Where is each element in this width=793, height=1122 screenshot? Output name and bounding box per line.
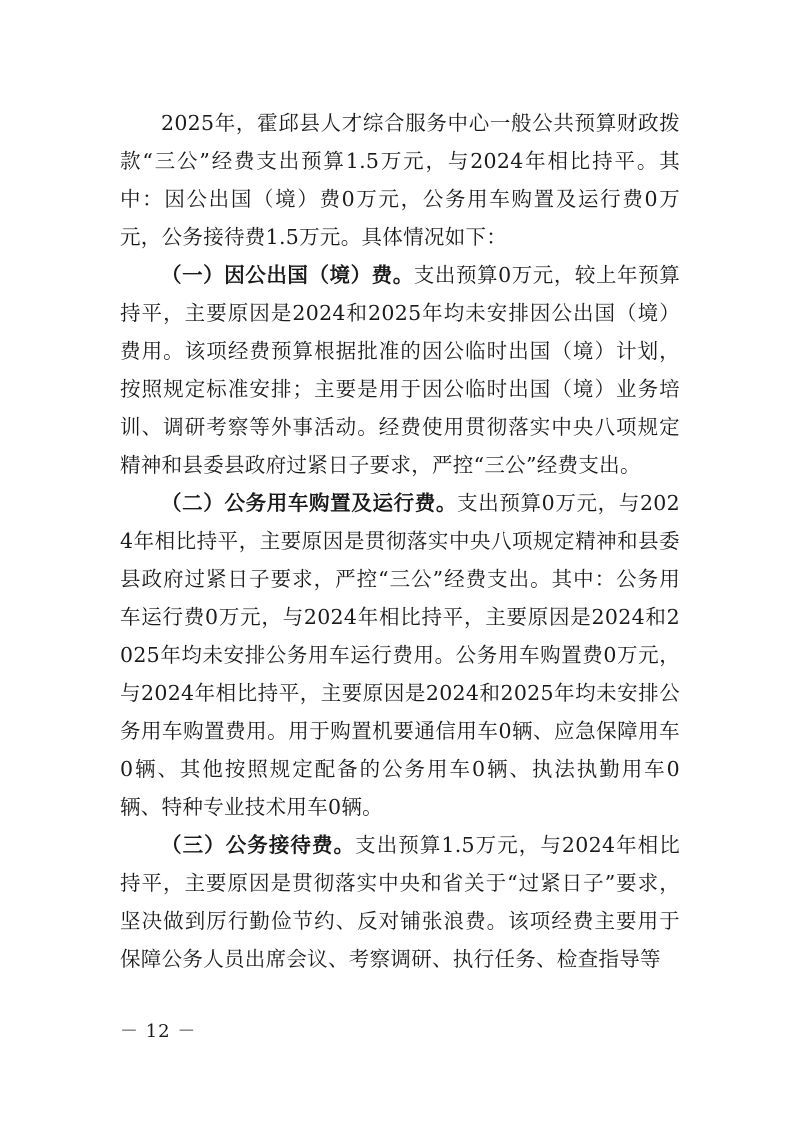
- paragraph-intro: [120, 104, 680, 256]
- paragraph-overseas-travel-text: 支出预算0万元，较上年预算持平，主要原因是2024和2025年均未安排因公出国（境）费用。该项经费预算根据批准的因公临时出国（境）计划，按照规定标准安排；主要是用于因公临时出国（境）业务培训、调研考察等外事活动。经费使用贯彻落实中央八项规定精神和县委县政府过紧日子要求，严控“三公”经费支出。: [120, 263, 680, 477]
- document-body: [120, 104, 680, 978]
- page-number: － 12 －: [120, 1021, 197, 1042]
- paragraph-official-vehicles: [120, 484, 680, 826]
- paragraph-official-vehicles-text: 支出预算0万元，与2024年相比持平，主要原因是贯彻落实中央八项规定精神和县委县政府过紧日子要求，严控“三公”经费支出。其中：公务用车运行费0万元，与2024年相比持平，主要原因是2024和2025年均未安排公务用车运行费用。公务用车购置费0万元，与2024年相比持平，主要原因是2024和2025年均未安排公务用车购置费用。用于购置机要通信用车0辆、应急保障用车0辆、其他按照规定配备的公务用车0辆、执法执勤用车0辆、特种专业技术用车0辆。: [120, 491, 680, 819]
- paragraph-intro-text: 2025年，霍邱县人才综合服务中心一般公共预算财政拨款“三公”经费支出预算1.5万元，与2024年相比持平。其中：因公出国（境）费0万元，公务用车购置及运行费0万元，公务接待费1.5万元。具体情况如下：: [120, 111, 680, 249]
- heading-overseas-travel: （一）因公出国（境）费。: [161, 263, 414, 287]
- paragraph-reception-text: 支出预算1.5万元，与2024年相比持平，主要原因是贯彻落实中央和省关于“过紧日子”要求，坚决做到厉行勤俭节约、反对铺张浪费。该项经费主要用于保障公务人员出席会议、考察调研、执行任务、检查指导等: [120, 833, 681, 971]
- heading-official-vehicles: （二）公务用车购置及运行费。: [161, 491, 458, 515]
- paragraph-overseas-travel: [120, 256, 680, 484]
- heading-reception: （三）公务接待费。: [161, 833, 356, 857]
- paragraph-reception: [120, 826, 680, 978]
